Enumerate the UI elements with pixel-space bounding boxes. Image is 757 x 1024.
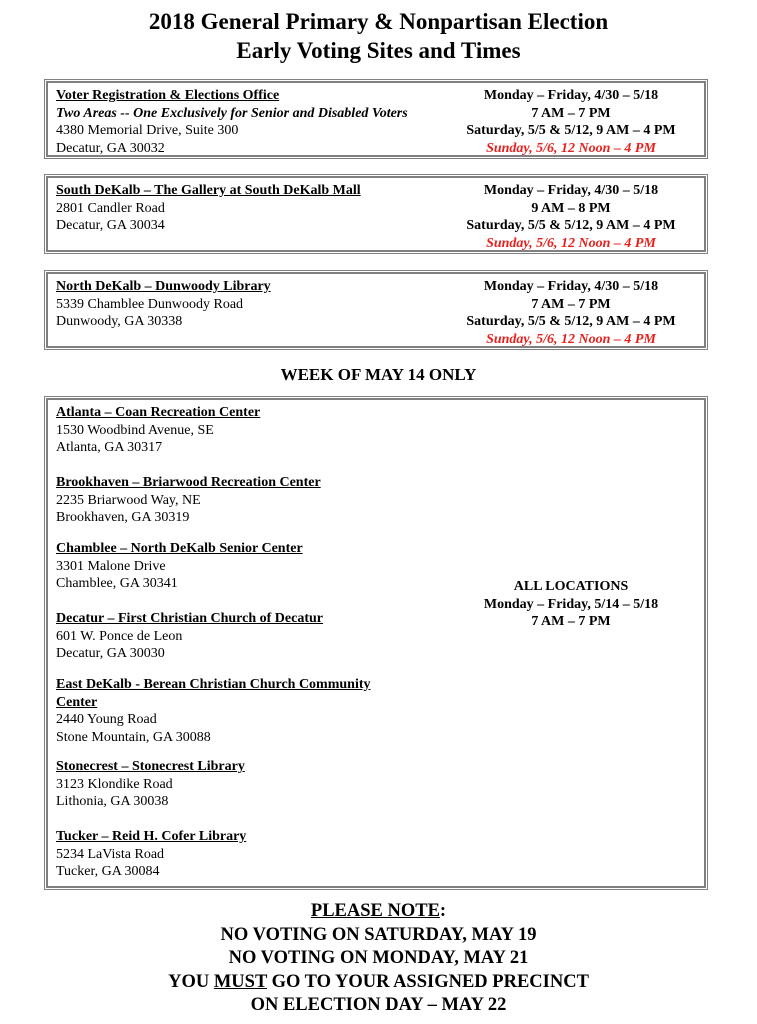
site-weekdays: Monday – Friday, 4/30 – 5/18 (483, 279, 659, 294)
location-atlanta (56, 404, 426, 457)
week-heading: WEEK OF MAY 14 ONLY (280, 365, 477, 384)
site-weekdays: Monday – Friday, 4/30 – 5/18 (483, 88, 659, 103)
site-box-voter-registration (46, 81, 706, 157)
please-note (0, 900, 757, 1018)
all-locations-time: 7 AM – 7 PM (531, 614, 611, 630)
site-saturday: Saturday, 5/5 & 5/12, 9 AM – 4 PM (466, 314, 676, 330)
location-address2: Atlanta, GA 30317 (56, 440, 163, 456)
site-address1: 2801 Candler Road (56, 200, 165, 216)
site-saturday: Saturday, 5/5 & 5/12, 9 AM – 4 PM (466, 218, 676, 234)
location-stonecrest (56, 758, 426, 811)
note-line3-post: GO TO YOUR ASSIGNED PRECINCT (266, 971, 589, 992)
note-heading-colon: : (439, 901, 447, 921)
all-locations-days: Monday – Friday, 5/14 – 5/18 (483, 596, 659, 612)
location-address1: 3123 Klondike Road (56, 776, 173, 792)
site-subtitle: Two Areas -- One Exclusively for Senior and Disabled Voters (56, 105, 408, 121)
location-name-line2: Center (56, 694, 98, 710)
location-address2: Chamblee, GA 30341 (56, 576, 178, 592)
site-address2: Decatur, GA 30032 (56, 140, 165, 156)
location-address1: 2235 Briarwood Way, NE (56, 492, 201, 508)
document-title-line1: 2018 General Primary & Nonpartisan Election (148, 9, 609, 34)
site-sunday: Sunday, 5/6, 12 Noon – 4 PM (486, 235, 656, 251)
location-name: Stonecrest – Stonecrest Library (56, 759, 245, 774)
site-address1: 5339 Chamblee Dunwoody Road (56, 296, 244, 312)
site-name: North DeKalb – Dunwoody Library (56, 279, 271, 294)
site-box-north-dekalb (46, 272, 706, 348)
note-line3 (0, 971, 757, 995)
all-locations-label: ALL LOCATIONS (513, 579, 629, 594)
location-address1: 601 W. Ponce de Leon (56, 628, 183, 644)
site-sunday: Sunday, 5/6, 12 Noon – 4 PM (486, 331, 656, 347)
site-saturday: Saturday, 5/5 & 5/12, 9 AM – 4 PM (466, 123, 676, 139)
location-name: Chamblee – North DeKalb Senior Center (56, 541, 303, 556)
location-brookhaven (56, 474, 426, 527)
location-tucker (56, 828, 426, 881)
week-locations-box (46, 398, 706, 888)
site-weekday-hours: 7 AM – 7 PM (531, 296, 611, 312)
site-address1: 4380 Memorial Drive, Suite 300 (56, 123, 239, 139)
location-address2: Decatur, GA 30030 (56, 646, 165, 662)
location-name: Tucker – Reid H. Cofer Library (56, 829, 247, 844)
document-title-line2: Early Voting Sites and Times (236, 38, 521, 63)
site-address2: Dunwoody, GA 30338 (56, 314, 183, 330)
site-address2: Decatur, GA 30034 (56, 218, 165, 234)
note-line3-pre: YOU (168, 971, 214, 992)
site-box-south-dekalb (46, 176, 706, 252)
site-weekday-hours: 7 AM – 7 PM (531, 105, 611, 121)
location-address1: 1530 Woodbind Avenue, SE (56, 422, 214, 438)
site-weekdays: Monday – Friday, 4/30 – 5/18 (483, 183, 659, 198)
location-name: Decatur – First Christian Church of Decatur (56, 611, 324, 626)
site-weekday-hours: 9 AM – 8 PM (531, 200, 611, 216)
site-sunday: Sunday, 5/6, 12 Noon – 4 PM (486, 140, 656, 156)
note-heading: PLEASE NOTE (310, 901, 440, 921)
note-heading-row (0, 900, 757, 924)
note-line1: NO VOTING ON SATURDAY, MAY 19 (220, 924, 537, 945)
note-line4: ON ELECTION DAY – MAY 22 (250, 995, 507, 1015)
location-chamblee (56, 540, 426, 593)
location-name: Atlanta – Coan Recreation Center (56, 405, 261, 420)
site-name: South DeKalb – The Gallery at South DeKalb Mall (56, 183, 361, 198)
location-address1: 3301 Malone Drive (56, 558, 166, 574)
location-address1: 2440 Young Road (56, 712, 157, 728)
all-locations-hours (446, 578, 696, 631)
note-must: MUST (213, 971, 267, 992)
location-address2: Lithonia, GA 30038 (56, 794, 169, 810)
location-name: Brookhaven – Briarwood Recreation Center (56, 475, 321, 490)
site-name: Voter Registration & Elections Office (56, 88, 280, 103)
note-line2: NO VOTING ON MONDAY, MAY 21 (228, 948, 529, 968)
location-address2: Brookhaven, GA 30319 (56, 510, 190, 526)
location-name: East DeKalb - Berean Christian Church Community (56, 677, 371, 692)
location-decatur (56, 610, 426, 663)
location-address2: Tucker, GA 30084 (56, 864, 160, 880)
location-address2: Stone Mountain, GA 30088 (56, 729, 211, 745)
location-east-dekalb (56, 676, 426, 746)
location-address1: 5234 LaVista Road (56, 846, 165, 862)
